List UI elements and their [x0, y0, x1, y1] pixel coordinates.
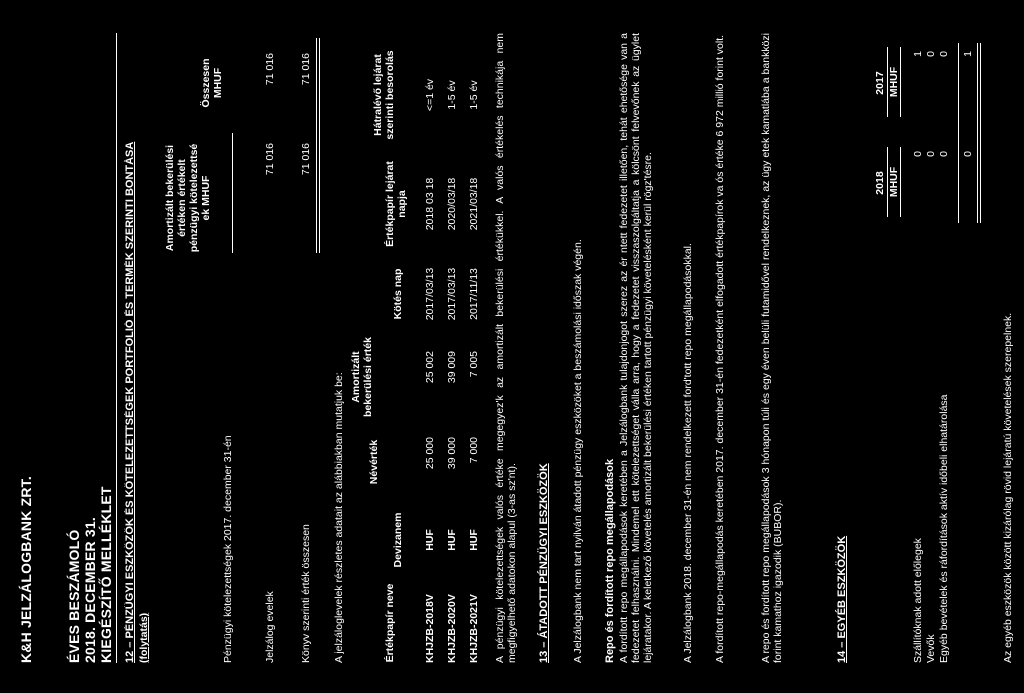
col-2018-header: 2018 — [874, 171, 886, 195]
row-total-book-total: 71 016 — [300, 53, 312, 86]
section13-p3: A Jelzálogbank 2018. december 31-én nem rendelkezett ford'tott repo megállapodásokkal. — [682, 243, 694, 663]
section13-p1: A Jelzálogbank nem tart nyilván átadott pénzügy eszközöket a beszámolási időszak végén. — [572, 239, 584, 663]
row-value-2017: 0 — [938, 51, 950, 57]
col-2017-unit: MHUF — [888, 47, 901, 117]
row-label-book-total: Könyv szerinti érték összesen — [300, 524, 312, 663]
row-value-2018: 0 — [938, 151, 950, 157]
bond-maturity: 2018 03 18 — [424, 177, 436, 231]
bond-nominal: 7 000 — [468, 437, 480, 464]
repo-heading: Repo és fordított repo megállapodások — [604, 458, 616, 663]
bond-name: KHJZB-2020V — [446, 594, 458, 663]
bond-trade-date: 2017/03/13 — [424, 267, 436, 321]
bond-trade-date: 2017/11/13 — [468, 268, 480, 320]
report-title: ÉVES BESZÁMOLÓ — [66, 529, 82, 663]
total-double-rule-14 — [977, 43, 981, 223]
col-2018-unit: MHUF — [888, 147, 901, 217]
bond-header-nominal: Névérték — [368, 439, 380, 485]
section13-title: 13 – ÁTADOTT PÉNZÜGYI ESZKÖZÖK — [538, 463, 550, 663]
section12-subtitle: (folytatás) — [138, 612, 150, 663]
bond-header-maturity: Értékpapír lejárat napja — [384, 161, 408, 247]
col-total-header: Összesen MHUF — [200, 58, 224, 108]
bond-header-amortized: Amortizált bekerülési érték — [350, 337, 374, 417]
section14-title: 14 – EGYÉB ESZKÖZÖK — [836, 535, 848, 663]
bond-bucket: 1-5 év — [446, 80, 458, 110]
bond-amortized: 25 002 — [424, 351, 436, 384]
bond-bucket: 1-5 év — [468, 80, 480, 110]
row-value-2017: 1 — [912, 51, 924, 57]
total-double-rule — [316, 38, 320, 253]
section14-footnote: Az egyéb eszközök között kizárólag rövid lejáratú követelések szerepelnek. — [1002, 312, 1014, 663]
row-label: Vevők — [925, 634, 937, 663]
bond-header-trade-date: Kötés nap — [392, 268, 404, 320]
section13-p5: A repo és fordított repo megállapodások 3 hónapon túli és egy éven belüli futamidővel rendelkeznek, az ügy etek kamatlába a bankközi forint kamathoz igazodik (BUBOR). — [760, 33, 784, 663]
annex-title: KIEGÉSZÍTŐ MELLÉKLET — [98, 486, 114, 663]
fair-value-note: A pénzügyi kötelezettségek valós értéke megegyez'k az amortizált bekerülési értékükkel. A valós értékelés technikája nem megfigyelhető adatokon alapul (3-as sz'nt). — [494, 33, 518, 663]
row-amortized-mortgage: 71 016 — [264, 143, 276, 176]
total-rule — [958, 43, 959, 223]
section12-title: 12 – PÉNZÜGYI ESZKÖZÖK ÉS KÖTELEZETTSÉGEK PORTFOLIÓ ÉS TERMÉK SZERINTI BONTÁSA — [124, 141, 136, 663]
bond-header-bucket: Hátralévő lejárat szerinti besorolás — [372, 50, 396, 140]
company-name: K&H JELZÁLOGBANK ZRT. — [18, 476, 34, 663]
bond-header-name: Értékpapír neve — [384, 583, 396, 663]
liabilities-label: Pénzügyi kötelezettségek 2017. december 31-én — [222, 435, 234, 663]
bond-bucket: <=1 év — [424, 78, 436, 112]
row-label-mortgage: Jelzálog evelek — [264, 591, 276, 663]
bond-currency: HUF — [468, 529, 480, 551]
bond-maturity: 2021/03/18 — [468, 177, 480, 231]
bond-currency: HUF — [446, 529, 458, 551]
bond-amortized: 39 009 — [446, 351, 458, 384]
row-total-mortgage: 71 016 — [264, 53, 276, 86]
total-2018: 0 — [962, 151, 974, 157]
section13-p4: A fordított repo-megállapodás keretében 2017. december 31-én fedezetként elfogadott értékpapírok va ós értéke 6 972 millió forint volt. — [714, 34, 726, 663]
section13-p2: A fordított repo megállapodások keretében a Jelzálogbank tulajdonjogot szerez az ér ntett fedezetet illetően, tehát ehetősége van a fedezetet felhasználni. Mindemel ett kötelezettséget válla arra, hogy a fedezetet visszaszolgáltatja a kölcsönt felvevőnek az ügylet lejáratakor. A keletkező követelés amortizált bekerülési értéken tartott pénzügyi követelésként kerül rögz'tésre. — [618, 33, 654, 663]
row-label: Egyéb bevételek és ráfordítások aktív időbeli elhatárolása — [938, 394, 950, 663]
bonds-intro: A jelzáloglevelek részletes adatait az alábbiakban mutatjuk be: — [333, 372, 345, 663]
bond-nominal: 25 000 — [424, 437, 436, 470]
bond-amortized: 7 005 — [468, 351, 480, 378]
row-value-2018: 0 — [912, 151, 924, 157]
bond-trade-date: 2017/03/13 — [446, 267, 458, 321]
col-amortized-header: Amortizált bekerülési értéken értékelt pénzügyi kötelezettsé ek MHUF — [164, 143, 212, 253]
bond-maturity: 2020/03/18 — [446, 177, 458, 231]
report-date: 2018. DECEMBER 31. — [82, 517, 98, 663]
row-amortized-book-total: 71 016 — [300, 143, 312, 176]
bond-name: KHJZB-2021V — [468, 594, 480, 663]
bond-name: KHJZB-2018V — [424, 594, 436, 663]
total-2017: 1 — [962, 51, 974, 57]
header-rule — [116, 33, 117, 663]
row-label: Szállítóknak adott előlegek — [912, 538, 924, 663]
col-header-rule — [232, 133, 233, 253]
row-value-2018: 0 — [925, 151, 937, 157]
row-value-2017: 0 — [925, 51, 937, 57]
bond-nominal: 39 000 — [446, 437, 458, 470]
bond-currency: HUF — [424, 529, 436, 551]
bond-header-currency: Devizanem — [392, 512, 404, 568]
col-2017-header: 2017 — [874, 71, 886, 95]
